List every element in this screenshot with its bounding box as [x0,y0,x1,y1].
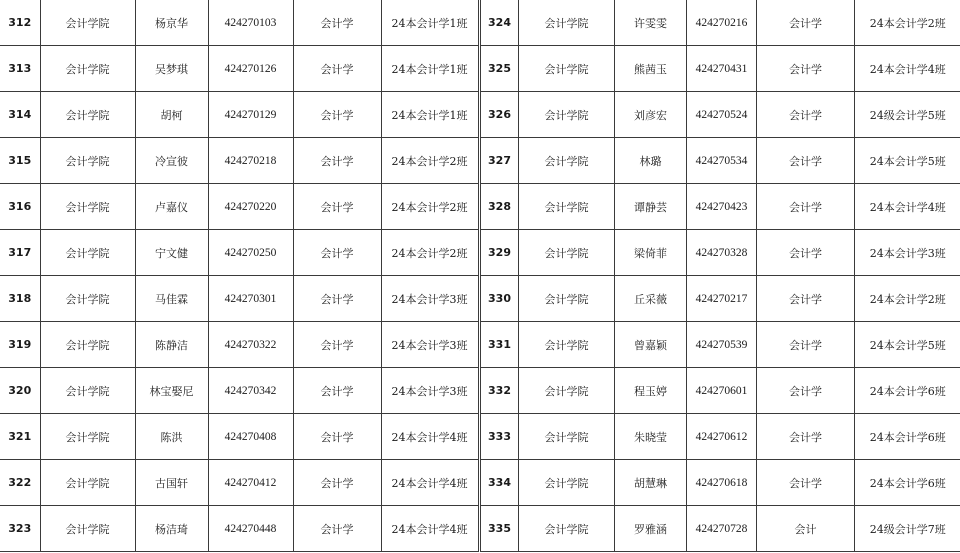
row-number: 314 [0,92,40,138]
row-number: 319 [0,322,40,368]
class-cell: 24本会计学2班 [381,230,478,276]
student-name-cell: 朱晓莹 [615,414,687,460]
table-row [0,0,478,46]
student-id-cell: 424270217 [687,276,757,322]
major-cell: 会计学 [757,276,855,322]
class-cell: 24本会计学3班 [381,276,478,322]
college-cell: 会计学院 [40,276,135,322]
student-id-cell: 424270218 [208,138,293,184]
student-id-cell: 424270216 [687,0,757,46]
college-cell: 会计学院 [519,0,615,46]
student-name-cell: 陈洪 [135,414,208,460]
student-id-cell: 424270103 [208,0,293,46]
major-cell: 会计学 [293,92,381,138]
college-cell: 会计学院 [40,414,135,460]
row-number: 327 [481,138,519,184]
student-name-cell: 曾嘉颖 [615,322,687,368]
college-cell: 会计学院 [40,230,135,276]
major-cell: 会计学 [757,138,855,184]
student-id-cell: 424270129 [208,92,293,138]
class-cell: 24级会计学7班 [855,506,960,552]
class-cell: 24本会计学6班 [855,460,960,506]
major-cell: 会计学 [757,0,855,46]
student-name-cell: 胡柯 [135,92,208,138]
major-cell: 会计学 [757,46,855,92]
class-cell: 24本会计学2班 [381,138,478,184]
class-cell: 24本会计学4班 [855,184,960,230]
table-row [481,460,960,506]
student-id-cell: 424270301 [208,276,293,322]
roster-table-right [480,0,960,552]
major-cell: 会计学 [293,138,381,184]
major-cell: 会计学 [757,184,855,230]
college-cell: 会计学院 [519,414,615,460]
major-cell: 会计学 [757,322,855,368]
table-row [0,138,478,184]
class-cell: 24本会计学6班 [855,414,960,460]
college-cell: 会计学院 [40,138,135,184]
table-row [481,368,960,414]
student-name-cell: 杨洁琦 [135,506,208,552]
major-cell: 会计学 [293,460,381,506]
row-number: 320 [0,368,40,414]
college-cell: 会计学院 [519,368,615,414]
table-row [481,506,960,552]
table-row [0,368,478,414]
table-row [481,46,960,92]
student-name-cell: 梁倚菲 [615,230,687,276]
major-cell: 会计学 [293,276,381,322]
row-number: 317 [0,230,40,276]
college-cell: 会计学院 [519,460,615,506]
college-cell: 会计学院 [519,506,615,552]
major-cell: 会计学 [293,414,381,460]
row-number: 315 [0,138,40,184]
college-cell: 会计学院 [40,322,135,368]
table-row [481,414,960,460]
college-cell: 会计学院 [40,368,135,414]
student-name-cell: 程玉婷 [615,368,687,414]
row-number: 335 [481,506,519,552]
row-number: 330 [481,276,519,322]
major-cell: 会计学 [293,46,381,92]
major-cell: 会计学 [293,184,381,230]
major-cell: 会计学 [757,368,855,414]
row-number: 325 [481,46,519,92]
college-cell: 会计学院 [519,322,615,368]
class-cell: 24级会计学5班 [855,92,960,138]
college-cell: 会计学院 [40,460,135,506]
student-id-cell: 424270220 [208,184,293,230]
class-cell: 24本会计学4班 [381,414,478,460]
class-cell: 24本会计学4班 [855,46,960,92]
student-id-cell: 424270601 [687,368,757,414]
class-cell: 24本会计学5班 [855,322,960,368]
college-cell: 会计学院 [40,0,135,46]
college-cell: 会计学院 [519,230,615,276]
student-id-cell: 424270342 [208,368,293,414]
college-cell: 会计学院 [40,184,135,230]
major-cell: 会计 [757,506,855,552]
student-name-cell: 丘采薇 [615,276,687,322]
major-cell: 会计学 [757,230,855,276]
class-cell: 24本会计学5班 [855,138,960,184]
class-cell: 24本会计学1班 [381,92,478,138]
student-name-cell: 陈静洁 [135,322,208,368]
student-name-cell: 谭静芸 [615,184,687,230]
table-row [481,184,960,230]
major-cell: 会计学 [757,414,855,460]
table-row [481,92,960,138]
major-cell: 会计学 [757,460,855,506]
table-row [481,276,960,322]
student-name-cell: 吴梦琪 [135,46,208,92]
row-number: 333 [481,414,519,460]
college-cell: 会计学院 [40,92,135,138]
student-name-cell: 林宝娶尼 [135,368,208,414]
college-cell: 会计学院 [40,46,135,92]
student-name-cell: 熊茜玉 [615,46,687,92]
table-row [0,414,478,460]
student-name-cell: 杨京华 [135,0,208,46]
college-cell: 会计学院 [519,276,615,322]
student-id-cell: 424270448 [208,506,293,552]
major-cell: 会计学 [757,92,855,138]
college-cell: 会计学院 [519,92,615,138]
table-row [481,322,960,368]
student-id-cell: 424270250 [208,230,293,276]
college-cell: 会计学院 [519,184,615,230]
student-id-cell: 424270612 [687,414,757,460]
table-row [481,230,960,276]
row-number: 321 [0,414,40,460]
major-cell: 会计学 [293,368,381,414]
college-cell: 会计学院 [519,46,615,92]
student-name-cell: 宁文健 [135,230,208,276]
student-id-cell: 424270322 [208,322,293,368]
row-number: 331 [481,322,519,368]
student-id-cell: 424270524 [687,92,757,138]
class-cell: 24本会计学3班 [855,230,960,276]
class-cell: 24本会计学3班 [381,322,478,368]
class-cell: 24本会计学3班 [381,368,478,414]
class-cell: 24本会计学4班 [381,506,478,552]
student-id-cell: 424270408 [208,414,293,460]
table-row [0,184,478,230]
table-row [0,460,478,506]
table-row [481,138,960,184]
major-cell: 会计学 [293,0,381,46]
major-cell: 会计学 [293,322,381,368]
table-row [0,276,478,322]
class-cell: 24本会计学1班 [381,46,478,92]
student-name-cell: 马佳霖 [135,276,208,322]
row-number: 316 [0,184,40,230]
student-name-cell: 许雯雯 [615,0,687,46]
table-row [0,92,478,138]
student-id-cell: 424270423 [687,184,757,230]
class-cell: 24本会计学2班 [855,0,960,46]
table-row [0,230,478,276]
student-id-cell: 424270431 [687,46,757,92]
student-id-cell: 424270534 [687,138,757,184]
row-number: 318 [0,276,40,322]
student-name-cell: 林璐 [615,138,687,184]
table-row [0,322,478,368]
row-number: 329 [481,230,519,276]
student-name-cell: 古国轩 [135,460,208,506]
student-id-cell: 424270328 [687,230,757,276]
row-number: 323 [0,506,40,552]
class-cell: 24本会计学6班 [855,368,960,414]
class-cell: 24本会计学4班 [381,460,478,506]
student-id-cell: 424270728 [687,506,757,552]
row-number: 332 [481,368,519,414]
table-row [481,0,960,46]
row-number: 312 [0,0,40,46]
row-number: 326 [481,92,519,138]
table-row [0,506,478,552]
major-cell: 会计学 [293,506,381,552]
student-id-cell: 424270539 [687,322,757,368]
row-number: 322 [0,460,40,506]
student-id-cell: 424270412 [208,460,293,506]
row-number: 328 [481,184,519,230]
student-name-cell: 冷宣彼 [135,138,208,184]
student-name-cell: 刘彦宏 [615,92,687,138]
college-cell: 会计学院 [519,138,615,184]
student-name-cell: 胡慧琳 [615,460,687,506]
row-number: 324 [481,0,519,46]
college-cell: 会计学院 [40,506,135,552]
class-cell: 24本会计学2班 [855,276,960,322]
student-id-cell: 424270126 [208,46,293,92]
row-number: 313 [0,46,40,92]
student-id-cell: 424270618 [687,460,757,506]
table-row [0,46,478,92]
class-cell: 24本会计学2班 [381,184,478,230]
class-cell: 24本会计学1班 [381,0,478,46]
roster-table-left [0,0,479,552]
student-name-cell: 卢嘉仪 [135,184,208,230]
row-number: 334 [481,460,519,506]
major-cell: 会计学 [293,230,381,276]
student-name-cell: 罗雅涵 [615,506,687,552]
